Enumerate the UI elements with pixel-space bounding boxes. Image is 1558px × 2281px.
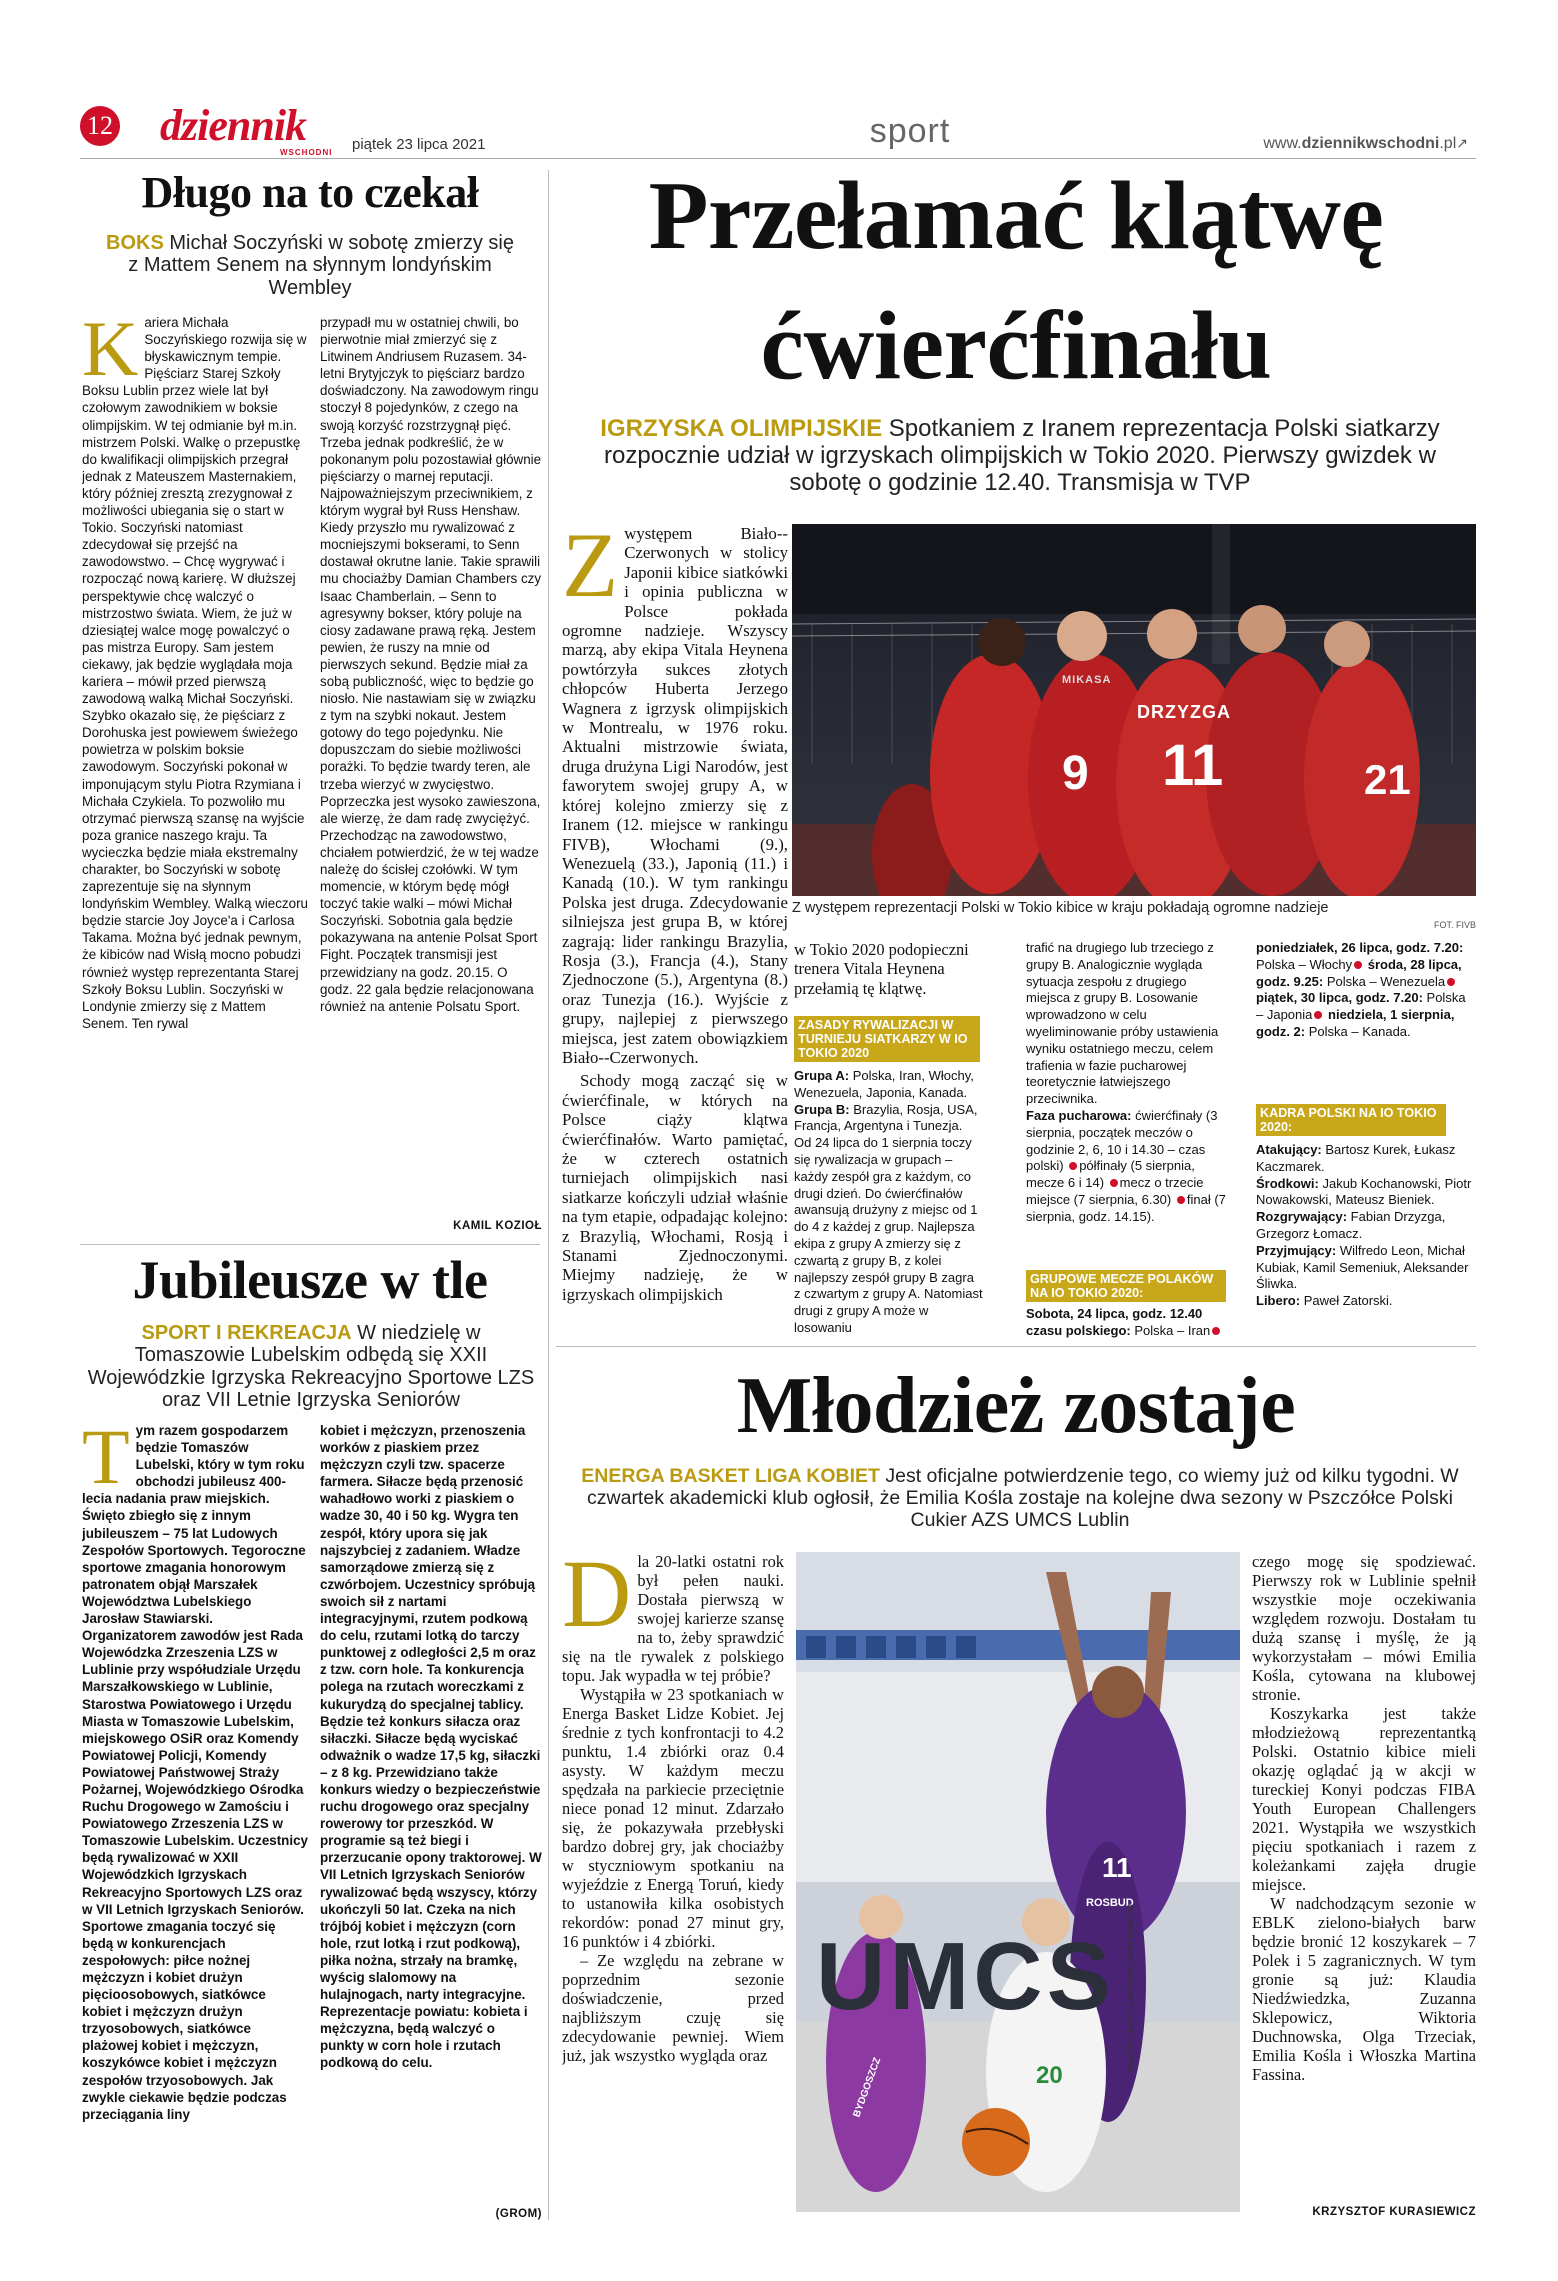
a3-jersey-number-2: 9 xyxy=(1062,747,1089,800)
box-rules xyxy=(794,1016,980,1062)
a3-jersey-name: DRZYZGA xyxy=(1137,702,1231,722)
a4-photo xyxy=(796,1552,1240,2212)
box-matches xyxy=(1026,1270,1226,1302)
logo-sub: WSCHODNI xyxy=(280,148,333,157)
a3-photo-net-label: MIKASA xyxy=(1062,674,1112,686)
box-matches-header: GRUPOWE MECZE POLAKÓW NA IO TOKIO 2020: xyxy=(1026,1270,1226,1302)
a2-lead: SPORT I REKREACJA W niedzielę w Tomaszowie Lubelskim odbędą się XXII Wojewódzkie Igrzyska Rekreacyjno Sportowe LZS oraz VII Letnie Igrzyska Seniorów xyxy=(87,1322,535,1412)
header-rule xyxy=(80,158,1476,159)
box-rules-header: ZASADY RYWALIZACJI W TURNIEJU SIATKARZY W IO TOKIO 2020 xyxy=(794,1016,980,1062)
box-squad xyxy=(1256,1104,1446,1136)
a2-author: (GROM) xyxy=(495,2208,542,2220)
a2-dropcap: T xyxy=(82,1422,130,1500)
a1-lead: BOKS Michał Soczyński w sobotę zmierzy się z Mattem Senem na słynnym londyńskim Wembley xyxy=(106,232,514,299)
a3-lead: IGRZYSKA OLIMPIJSKIE Spotkaniem z Iranem reprezentacja Polski siatkarzy rozpocznie udział w igrzyskach olimpijskich w Tokio 2020. Pierwszy gwizdek w sobotę o godzinie 12.40. Transmisja w TVP xyxy=(600,415,1440,496)
a3-body-p2: Schody mogą zacząć się w ćwierćfinale, w których na Polsce ciąży klątwa ćwierćfinałów. Warto pamiętać, że w czterech ostatnich turniejach olimpijskich nasi siatkarze kończyli udział właśnie na tym etapie, odpadając kolejno: z Brazylią, Włochami, Rosją i Stanami Zjednoczonymi. Miejmy nadzieję, że w igrzyskach olimpijskich xyxy=(562,1071,788,1304)
bullet-dot xyxy=(1177,1196,1185,1204)
page-number-badge: 12 xyxy=(80,106,120,146)
a4-headline: Młodzież zostaje xyxy=(736,1362,1296,1450)
box-matches-body-1: Sobota, 24 lipca, godz. 12.40 czasu polskiego: Polska – Iran xyxy=(1026,1306,1226,1346)
a4-jersey-number-2: 20 xyxy=(1036,2062,1063,2089)
a3-headline-line1: Przełamać klątwę xyxy=(648,162,1384,270)
a3-dropcap: Z xyxy=(562,524,619,616)
a4-col1: Dla 20-latki ostatni rok był pełen nauki. Dostała pierwszą w swojej karierze szansę na to, żeby sprawdzić się na tle rywalek z polskiego topu. Jak wypadła w tej próbie? Wystąpiła w 23 spotkaniach w Energa Basket Lidze Kobiet. Jej średnie z tych konfrontacji to 4.2 punktu, 1.4 zbiórki oraz 0.4 asysty. W każdym meczu spędzała na parkiecie przeciętnie niece ponad 12 minut. Zdarzało się, że pokazywała przebłyski bardzo dobrej gry, jak chociażby w styczniowym spotkaniu na wyjeździe z Energą Toruń, kiedy to ustanowiła kilka osobistych rekordów: ponad 27 minut gry, 16 punktów i 4 zbiórki. – Ze względu na zebrane w poprzednim sezonie doświadczenie, przed najbliższym czuję się zdecydowanie pewniej. Wiem już, jak wszystko wygląda oraz xyxy=(562,1552,784,2065)
a1-dropcap: K xyxy=(82,314,139,392)
a2-kicker: SPORT I REKREACJA xyxy=(141,1322,352,1344)
a4-col2-p3: W nadchodzącym sezonie w EBLK zielono-białych barw będzie bronić 12 koszykarek – 7 Polek i 5 zagranicznych. W tym gronie są już: Klaudia Niedźwiedzka, Zuzanna Sklepowicz, Wiktoria Duchnowska, Olga Trzeciak, Emilia Kośla i Włoszka Martina Fassina. xyxy=(1252,1894,1476,2084)
a3-kicker: IGRZYSKA OLIMPIJSKIE xyxy=(600,415,883,442)
a3-body: Zwystępem Biało--Czerwonych w stolicy Japonii kibice siatkówki i opinia publiczna w Polsce pokłada ogromne nadzieje. Wszyscy marzą, aby ekipa Vitala Heynena powtórzyła sukces złotych chłopców Huberta Jerzego Wagnera z igrzysk olimpijskich w Montrealu, w 1976 roku. Aktualni mistrzowie świata, druga drużyna Ligi Narodów, jest faworytem swojej grupy A, w której kolejno zmierzy się z Iranem (12. miejsce w rankingu FIVB), Włochami (9.), Wenezuelą (33.), Japonią (11.) i Kanadą (10.). W tym rankingu Polska jest druga. Zdecydowanie silniejsza jest grupa B, w której zagrają: lider rankingu Brazylia, Rosja (3.), Francja (4.), Stany Zjednoczone (5.), Argentyna (8.) oraz Tunezja (16.). Wyjście z grupy, najlepiej z pierwszego miejsca, jest zatem obowiązkiem Biało--Czerwonych. Schody mogą zacząć się w ćwierćfinale, w których na Polsce ciąży klątwa ćwierćfinałów. Warto pamiętać, że w czterech ostatnich turniejach olimpijskich nasi siatkarze kończyli udział właśnie na tym etapie, odpadając kolejno: z Brazylią, Włochami, Rosją i Stanami Zjednoczonymi. Miejmy nadzieję, że w igrzyskach olimpijskich xyxy=(562,524,788,1304)
cursor-icon: ↗ xyxy=(1456,135,1468,151)
a3-photo xyxy=(792,524,1476,896)
box-squad-body: Atakujący: Bartosz Kurek, Łukasz Kaczmarek. Środkowi: Jakub Kochanowski, Piotr Nowakowski, Mateusz Bieniek. Rozgrywający: Fabian Drzyzga, Grzegorz Łomacz. Przyjmujący: Wilfredo Leon, Michał Kubiak, Kamil Semeniuk, Aleksander Śliwka. Libero: Paweł Zatorski. xyxy=(1256,1142,1472,1309)
bullet-dot xyxy=(1354,961,1362,969)
a4-col2-p2: Koszykarka jest także młodzieżową reprezentantką Polski. Ostatnio kibice mieli okazję oglądać ją w akcji w tureckiej Konyi podczas FIBA Youth European Challengers 2021. Wystąpiła we wszystkich pięciu spotkaniach i razem z koleżankami zajęła drugie miejsce. xyxy=(1252,1704,1476,1894)
a4-col1-p2: Wystąpiła w 23 spotkaniach w Energa Basket Lidze Kobiet. Jej średnie z tych konfrontacji to 4.2 punktu, 1.4 zbiórki oraz 0.4 asysty. W każdym meczu spędzała na parkiecie przeciętnie niece ponad 12 minut. Zdarzało się, że pokazywała przebłyski bardzo dobrej gry, jak chociażby w styczniowym spotkaniu na wyjeździe z Energą Toruń, kiedy to ustanowiła kilka osobistych rekordów: ponad 27 minut gry, 16 punktów i 4 zbiórki. xyxy=(562,1685,784,1951)
a2-headline: Jubileusze w tle xyxy=(132,1250,488,1310)
section-label: sport xyxy=(869,112,951,150)
a4-lead: ENERGA BASKET LIGA KOBIET Jest oficjalne potwierdzenie tego, co wiemy już od kilku tygodni. W czwartek akademicki klub ogłosił, że Emilia Kośla zostaje na kolejne dwa sezony w Pszczółce Polski Cukier AZS UMCS Lublin xyxy=(581,1465,1459,1531)
a4-jersey-team: BYDGOSZCZ xyxy=(851,2056,884,2119)
a2-col2: kobiet i mężczyzn, przenoszenia worków z piaskiem przez mężczyzn czyli tzw. spacerze farmera. Siłacze będą przenosić wahadłowo worki z piaskiem o wadze 30, 40 i 50 kg. Wygra ten zespół, który upora się jak najszybciej z zadaniem. Władze samorządowe zmierzą się z czwórbojem. Uczestnicy spróbują swoich sił z nartami integracyjnymi, rzutem podkową do celu, rzutami lotką do tarczy punktowej z odległości 2,5 m oraz z tzw. corn hole. Ta konkurencja polega na rzutach woreczkami z kukurydzą do specjalnej tablicy. Będzie też konkurs siłacza oraz siłaczki. Siłacze będą wyciskać odważnik o wadze 17,5 kg, siłaczki – z 8 kg. Przewidziano także konkurs wiedzy o bezpieczeństwie ruchu drogowego oraz specjalny rowerowy tor przeszkód. W programie są też biegi i przerzucanie opony traktorowej. W VII Letnich Igrzyskach Seniorów rywalizować będą wszyscy, którzy ukończyli 50 lat. Czeka na nich trójbój kobiet i mężczyzn (corn hole, rzut lotką i rzut podkową), piłka nożna, strzały na bramkę, wyścig slalomowy na hulajnogach, narty integracyjne. Reprezentacje powiatu: kobieta i mężczyzna, będą walczyć o punkty w corn hole i rzutach podkową do celu. xyxy=(320,1423,542,2071)
a1-kicker: BOKS xyxy=(106,232,164,254)
column-divider xyxy=(548,170,549,2220)
a1-headline: Długo na to czekał xyxy=(141,168,479,217)
a4-dropcap: D xyxy=(562,1552,632,1647)
a4-kicker: ENERGA BASKET LIGA KOBIET xyxy=(581,1465,880,1487)
divider-a3-a4 xyxy=(556,1346,1476,1347)
a4-wall-text: UMCS xyxy=(816,1923,1115,2030)
bullet-dot xyxy=(1447,978,1455,986)
a3-jersey-number-3: 21 xyxy=(1364,756,1411,803)
box-squad-header: KADRA POLSKI NA IO TOKIO 2020: xyxy=(1256,1104,1446,1136)
a4-col2: czego mogę się spodziewać. Pierwszy rok w Lublinie spełnił wszystkie moje oczekiwania względem rozwoju. Dostałam tu dużą szansę i myślę, że ją wykorzystałam – mówi Emilia Kośla, cytowana na klubowej stronie. Koszykarka jest także młodzieżową reprezentantką Polski. Ostatnio kibice mieli okazję oglądać ją w akcji w tureckiej Konyi podczas FIBA Youth European Challengers 2021. Wystąpiła we wszystkich pięciu spotkaniach i razem z koleżankami zajęła drugie miejsce. W nadchodzącym sezonie w EBLK zielono-białych barw będzie bronić 12 koszykarek – 7 Polek i 5 zagranicznych. W tym gronie są już: Klaudia Niedźwiedzka, Zuzanna Sklepowicz, Wiktoria Duchnowska, Olga Trzeciak, Emilia Kośla i Włoszka Martina Fassina. xyxy=(1252,1552,1476,2084)
a4-photo-credit: MACIEJ KACZANOWSKI/ARCHIWUM xyxy=(1126,1903,1136,2072)
site-url[interactable]: www.dziennikwschodni.pl↗ xyxy=(1263,135,1468,152)
a3-col2: w Tokio 2020 podopieczni trenera Vitala Heynena przełamią tę klątwę. xyxy=(794,940,969,998)
a3-photo-credit: FOT. FIVB xyxy=(1433,920,1476,930)
a4-col1-p3: – Ze względu na zebrane w poprzednim sezonie doświadczenie, przed najbliższym czuję się zdecydowanie pewniej. Wiem już, jak wszystko wygląda oraz xyxy=(562,1951,784,2065)
logo: dziennik xyxy=(160,101,307,150)
a4-jersey-number-1: 11 xyxy=(1102,1852,1132,1883)
box-matches-body-2: poniedziałek, 26 lipca, godz. 7.20: Polska – Włochy środa, 28 lipca, godz. 9.25: Polska – Wenezuela piątek, 30 lipca, godz. 7.20: Polska – Japonia niedziela, 1 sierpnia, godz. 2: Polska – Kanada. xyxy=(1256,940,1466,1039)
a3-photo-caption: Z występem reprezentacji Polski w Tokio kibice w kraju pokładają ogromne nadzieje xyxy=(792,900,1329,916)
bullet-dot xyxy=(1069,1162,1077,1170)
box-rules-body-cont: trafić na drugiego lub trzeciego z grupy B. Analogicznie wygląda sytuacja zespołu z drugiego miejsca z grupy B. Losowanie wprowadzono w celu wyeliminowanie próby ustawienia wyniku ostatniego meczu, celem trafienia w fazie pucharowej teoretycznie łatwiejszego przeciwnika. Faza pucharowa: ćwierćfinały (3 sierpnia, początek meczów o godzinie 2, 6, 10 i 14.30 – czas polski) półfinały (5 sierpnia, mecze 6 i 14) mecz o trzecie miejsce (7 sierpnia, 6.30) finał (7 sierpnia, godz. 14.15). xyxy=(1026,940,1226,1224)
bullet-dot xyxy=(1110,1179,1118,1187)
box-rules-body: Grupa A: Polska, Iran, Włochy, Wenezuela, Japonia, Kanada. Grupa B: Brazylia, Rosja, USA, Francja, Argentyna i Tunezja. Od 24 lipca do 1 sierpnia toczy się rywalizacja w grupach – każdy zespół gra z każdym, co drugi dzień. Do ćwierćfinałów awansują drużyny z miejsc od 1 do 4 z każdej z grup. Najlepsza ekipa z grupy A zmierzy się z czwartą z grupy B, z kolei najlepszy zespół grupy B zagra z czwartym z grupy A. Natomiast drugi z grupy A może w losowaniu xyxy=(794,1068,983,1335)
divider-a1-a2 xyxy=(80,1244,540,1245)
a4-jersey-sponsor: ROSBUD xyxy=(1086,1897,1134,1909)
a1-author: KAMIL KOZIOŁ xyxy=(453,1220,542,1232)
a2-col1: Tym razem gospodarzem będzie Tomaszów Lubelski, który w tym roku obchodzi jubileusz 400-lecia nadania praw miejskich. Święto zbiegło się z innym jubileuszem – 75 lat Ludowych Zespołów Sportowych. Tegoroczne sportowe zmagania honorowym patronatem objął Marszałek Województwa Lubelskiego Jarosław Stawiarski. Organizatorem zawodów jest Rada Wojewódzka Zrzeszenia LZS w Lublinie przy współudziale Urzędu Marszałkowskiego w Lublinie, Starostwa Powiatowego i Urzędu Miasta w Tomaszowie Lubelskim, miejskowego OSiR oraz Komendy Powiatowej Policji, Komendy Powiatowej Państwowej Straży Pożarnej, Wojewódzkiego Ośrodka Ruchu Drogowego w Zamościu i Powiatowego Zrzeszenia LZS w Tomaszowie Lubelskim. Uczestnicy będą rywalizować w XXII Wojewódzkich Igrzyskach Rekreacyjno Sportowych LZS oraz w VII Letnich Igrzyskach Seniorów. Sportowe zmagania toczyć się będą w konkurencjach zespołowych: piłce nożnej mężczyzn i kobiet drużyn pięcioosobowych, siatkówce kobiet i mężczyzn drużyn trzyosobowych, siatkówce plażowej kobiet i mężczyzn, koszykówce kobiet i mężczyzn zespołów trzyosobowych. Jak zwykle ciekawie będzie podczas przeciągania liny xyxy=(82,1422,308,2122)
a1-col2: przypadł mu w ostatniej chwili, bo pierwotnie miał zmierzyć się z Litwinem Andriusem Ruzasem. 34-letni Brytyjczyk to pięściarz bardzo doświadczony. Na zawodowym ringu stoczył 8 pojedynków, z czego na swoją korzyść rozstrzygnął pięć. Trzeba jednak podkreślić, że w pokonanym polu pozostawiał głównie pięściarzy o marnej reputacji. Najpoważniejszym przeciwnikiem, z którym wygrał był Russ Henshaw. Kiedy przyszło mu rywalizować z mocniejszymi bokserami, to Senn dostawał okrutne lanie. Takie sprawili mu chociażby Damian Chambers czy Isaac Chamberlain. – Senn to agresywny bokser, który poluje na ciosy zadawane prawą ręką. Jestem pewien, że ruszy na mnie od pierwszych sekund. Będzie miał za sobą publiczność, więc to będzie go niosło. Nie nastawiam się w związku z tym na szybki nokaut. Jestem gotowy do tego pojedynku. Nie dopuszczam do siebie możliwości porażki. To będzie twardy teren, ale trzeba wierzyć w zwycięstwo. Poprzeczka jest wysoko zawieszona, ale wierzę, że dam radę zwyciężyć. Przechodząc na zawodowstwo, chciałem potwierdzić, że w tej wadze należę do ścisłej czołówki. W tym momencie, w którym będę mógł toczyć takie walki – mówi Michał Soczyński. Sobotnia gala będzie pokazywana na antenie Polsat Sport Fight. Początek transmisji jest przewidziany na godz. 20.15. O godz. 22 gala będzie relacjonowana również na antenie Polsatu Sport. xyxy=(320,315,542,1014)
a4-author: KRZYSZTOF KURASIEWICZ xyxy=(1312,2206,1476,2218)
a3-headline-line2: ćwierćfinału xyxy=(760,292,1272,400)
issue-date: piątek 23 lipca 2021 xyxy=(352,136,486,153)
volleyball-team-illustration xyxy=(792,524,1476,896)
bullet-dot xyxy=(1314,1011,1322,1019)
a1-col1: Kariera Michała Soczyńskiego rozwija się w błyskawicznym tempie. Pięściarz Starej Szkoły Boksu Lublin przez wiele lat był czołowym zawodnikiem w boksie olimpijskim. W tej odmianie był m.in. mistrzem Polski. Walkę o przepustkę do kwalifikacji olimpijskich przegrał jednak z Mateuszem Masternakiem, który później zresztą zrezygnował z możliwości ubiegania się o start w Tokio. Soczyński natomiast zdecydował się przejść na zawodowstwo. – Chcę wygrywać i rozpocząć nową karierę. W dłuższej perspektywie chcę walczyć o mistrzostwo świata. Wiem, że już w dziesiątej walce mogę powalczyć o pas mistrza Europy. Sam jestem ciekawy, jak będzie wyglądała moja kariera – mówił przed pierwszą zawodową walką Michał Soczyński. Szybko okazało się, że pięściarz z Dorohuska jest powiewem świeżego powietrza w polskim boksie zawodowym. Soczyński pokonał w imponującym stylu Piotra Rzymiana i Michała Czykiela. To pozwoliło mu otrzymać pierwszą szansę na wyjście poza granice naszego kraju. Ta wycieczka będzie miała ekstremalny charakter, bo Soczyński w sobotę zaprezentuje się na słynnym londyńskim Wembley. Walką wieczoru będzie starcie Joy Joyce'a i Carlosa Takama. Można być jednak pewnym, że kibiców nad Wisłą mocno pobudzi również występ reprezentanta Starej Szkoły Boksu Lublin. Soczyński w Londynie zmierzy się z Mattem Senem. Ten rywal xyxy=(82,314,308,1031)
a3-jersey-number-1: 11 xyxy=(1162,733,1224,798)
bullet-dot xyxy=(1212,1327,1220,1335)
